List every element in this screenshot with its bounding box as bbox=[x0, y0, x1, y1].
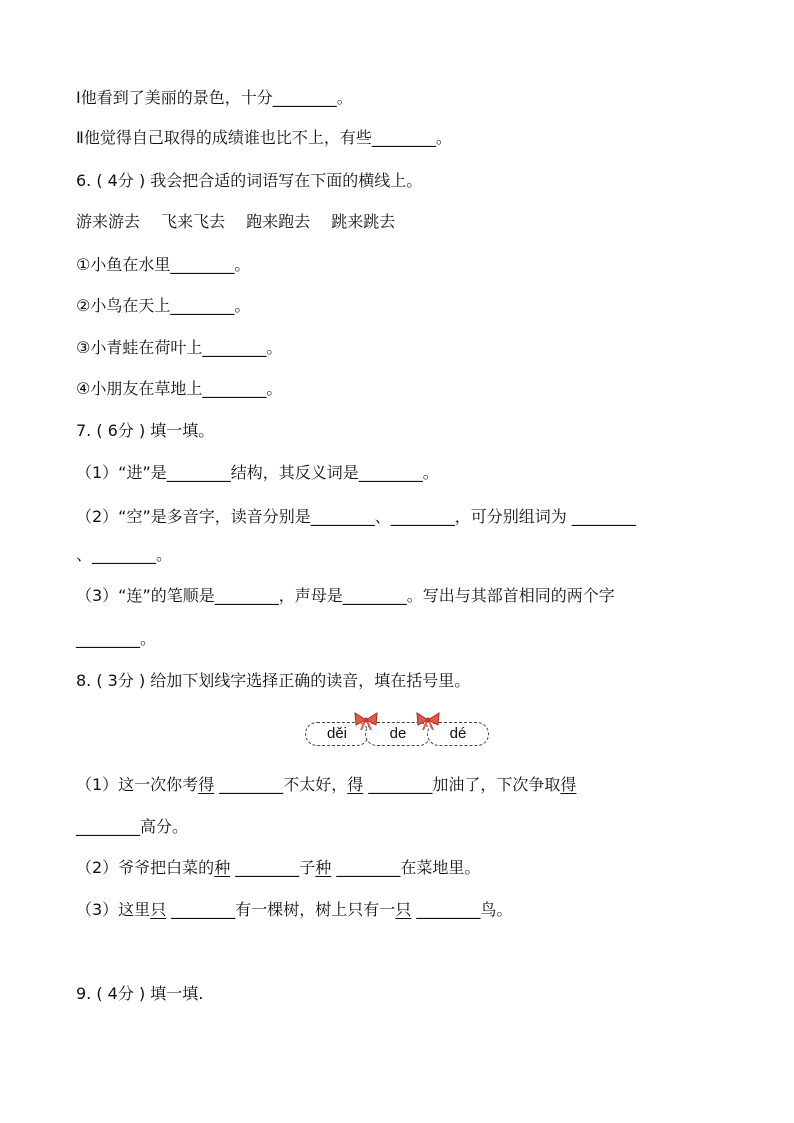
bow-icon bbox=[353, 712, 379, 730]
pinyin-option-dei: děi bbox=[305, 722, 369, 746]
underlined-char: 得 bbox=[347, 775, 364, 794]
pinyin-option-de: de bbox=[365, 722, 431, 746]
question-6-item-2: ②小鸟在天上________。 bbox=[76, 296, 251, 315]
pinyin-option-de2: dé bbox=[427, 722, 489, 746]
underlined-char: 得 bbox=[198, 775, 215, 794]
question-8-part-3: （3）这里只 ________有一棵树，树上只有一只 ________鸟。 bbox=[76, 900, 513, 919]
underlined-char: 得 bbox=[560, 775, 577, 794]
item-I: Ⅰ他看到了美丽的景色，十分________。 bbox=[76, 88, 353, 107]
question-6-item-4: ④小朋友在草地上________。 bbox=[76, 379, 283, 398]
underlined-char: 种 bbox=[214, 858, 231, 877]
underlined-char: 种 bbox=[315, 858, 332, 877]
question-7-part-3-cont: ________。 bbox=[76, 629, 157, 648]
bow-icon bbox=[415, 712, 441, 730]
item-II: Ⅱ他觉得自己取得的成绩谁也比不上，有些________。 bbox=[76, 128, 452, 147]
question-7-part-2: （2）“空”是多音字，读音分别是________、________，可分别组词为 ________ bbox=[76, 507, 636, 526]
underlined-char: 只 bbox=[395, 900, 412, 919]
question-8-title: 8. ( 3分 ) 给加下划线字选择正确的读音，填在括号里。 bbox=[76, 671, 471, 690]
question-8-part-2: （2）爷爷把白菜的种 ________子种 ________在菜地里。 bbox=[76, 858, 481, 877]
question-6-item-1: ①小鱼在水里________。 bbox=[76, 255, 251, 274]
question-7-part-3: （3）“连”的笔顺是________，声母是________。写出与其部首相同的两个字 bbox=[76, 586, 615, 605]
question-7-title: 7. ( 6分 ) 填一填。 bbox=[76, 421, 215, 440]
question-7-part-2-cont: 、________。 bbox=[76, 545, 173, 564]
question-9-title: 9. ( 4分 ) 填一填. bbox=[76, 984, 204, 1003]
question-8-part-1: （1）这一次你考得 ________不太好，得 ________加油了，下次争取得 bbox=[76, 775, 577, 794]
question-6-word-bank: 游来游去 飞来飞去 跑来跑去 跳来跳去 bbox=[76, 212, 396, 231]
underlined-char: 只 bbox=[150, 900, 167, 919]
pinyin-options bbox=[305, 712, 495, 748]
question-6-title: 6. ( 4分 ) 我会把合适的词语写在下面的横线上。 bbox=[76, 171, 423, 190]
question-6-item-3: ③小青蛙在荷叶上________。 bbox=[76, 338, 283, 357]
question-7-part-1: （1）“进”是________结构，其反义词是________。 bbox=[76, 463, 439, 482]
question-8-part-1-cont: ________高分。 bbox=[76, 817, 189, 836]
